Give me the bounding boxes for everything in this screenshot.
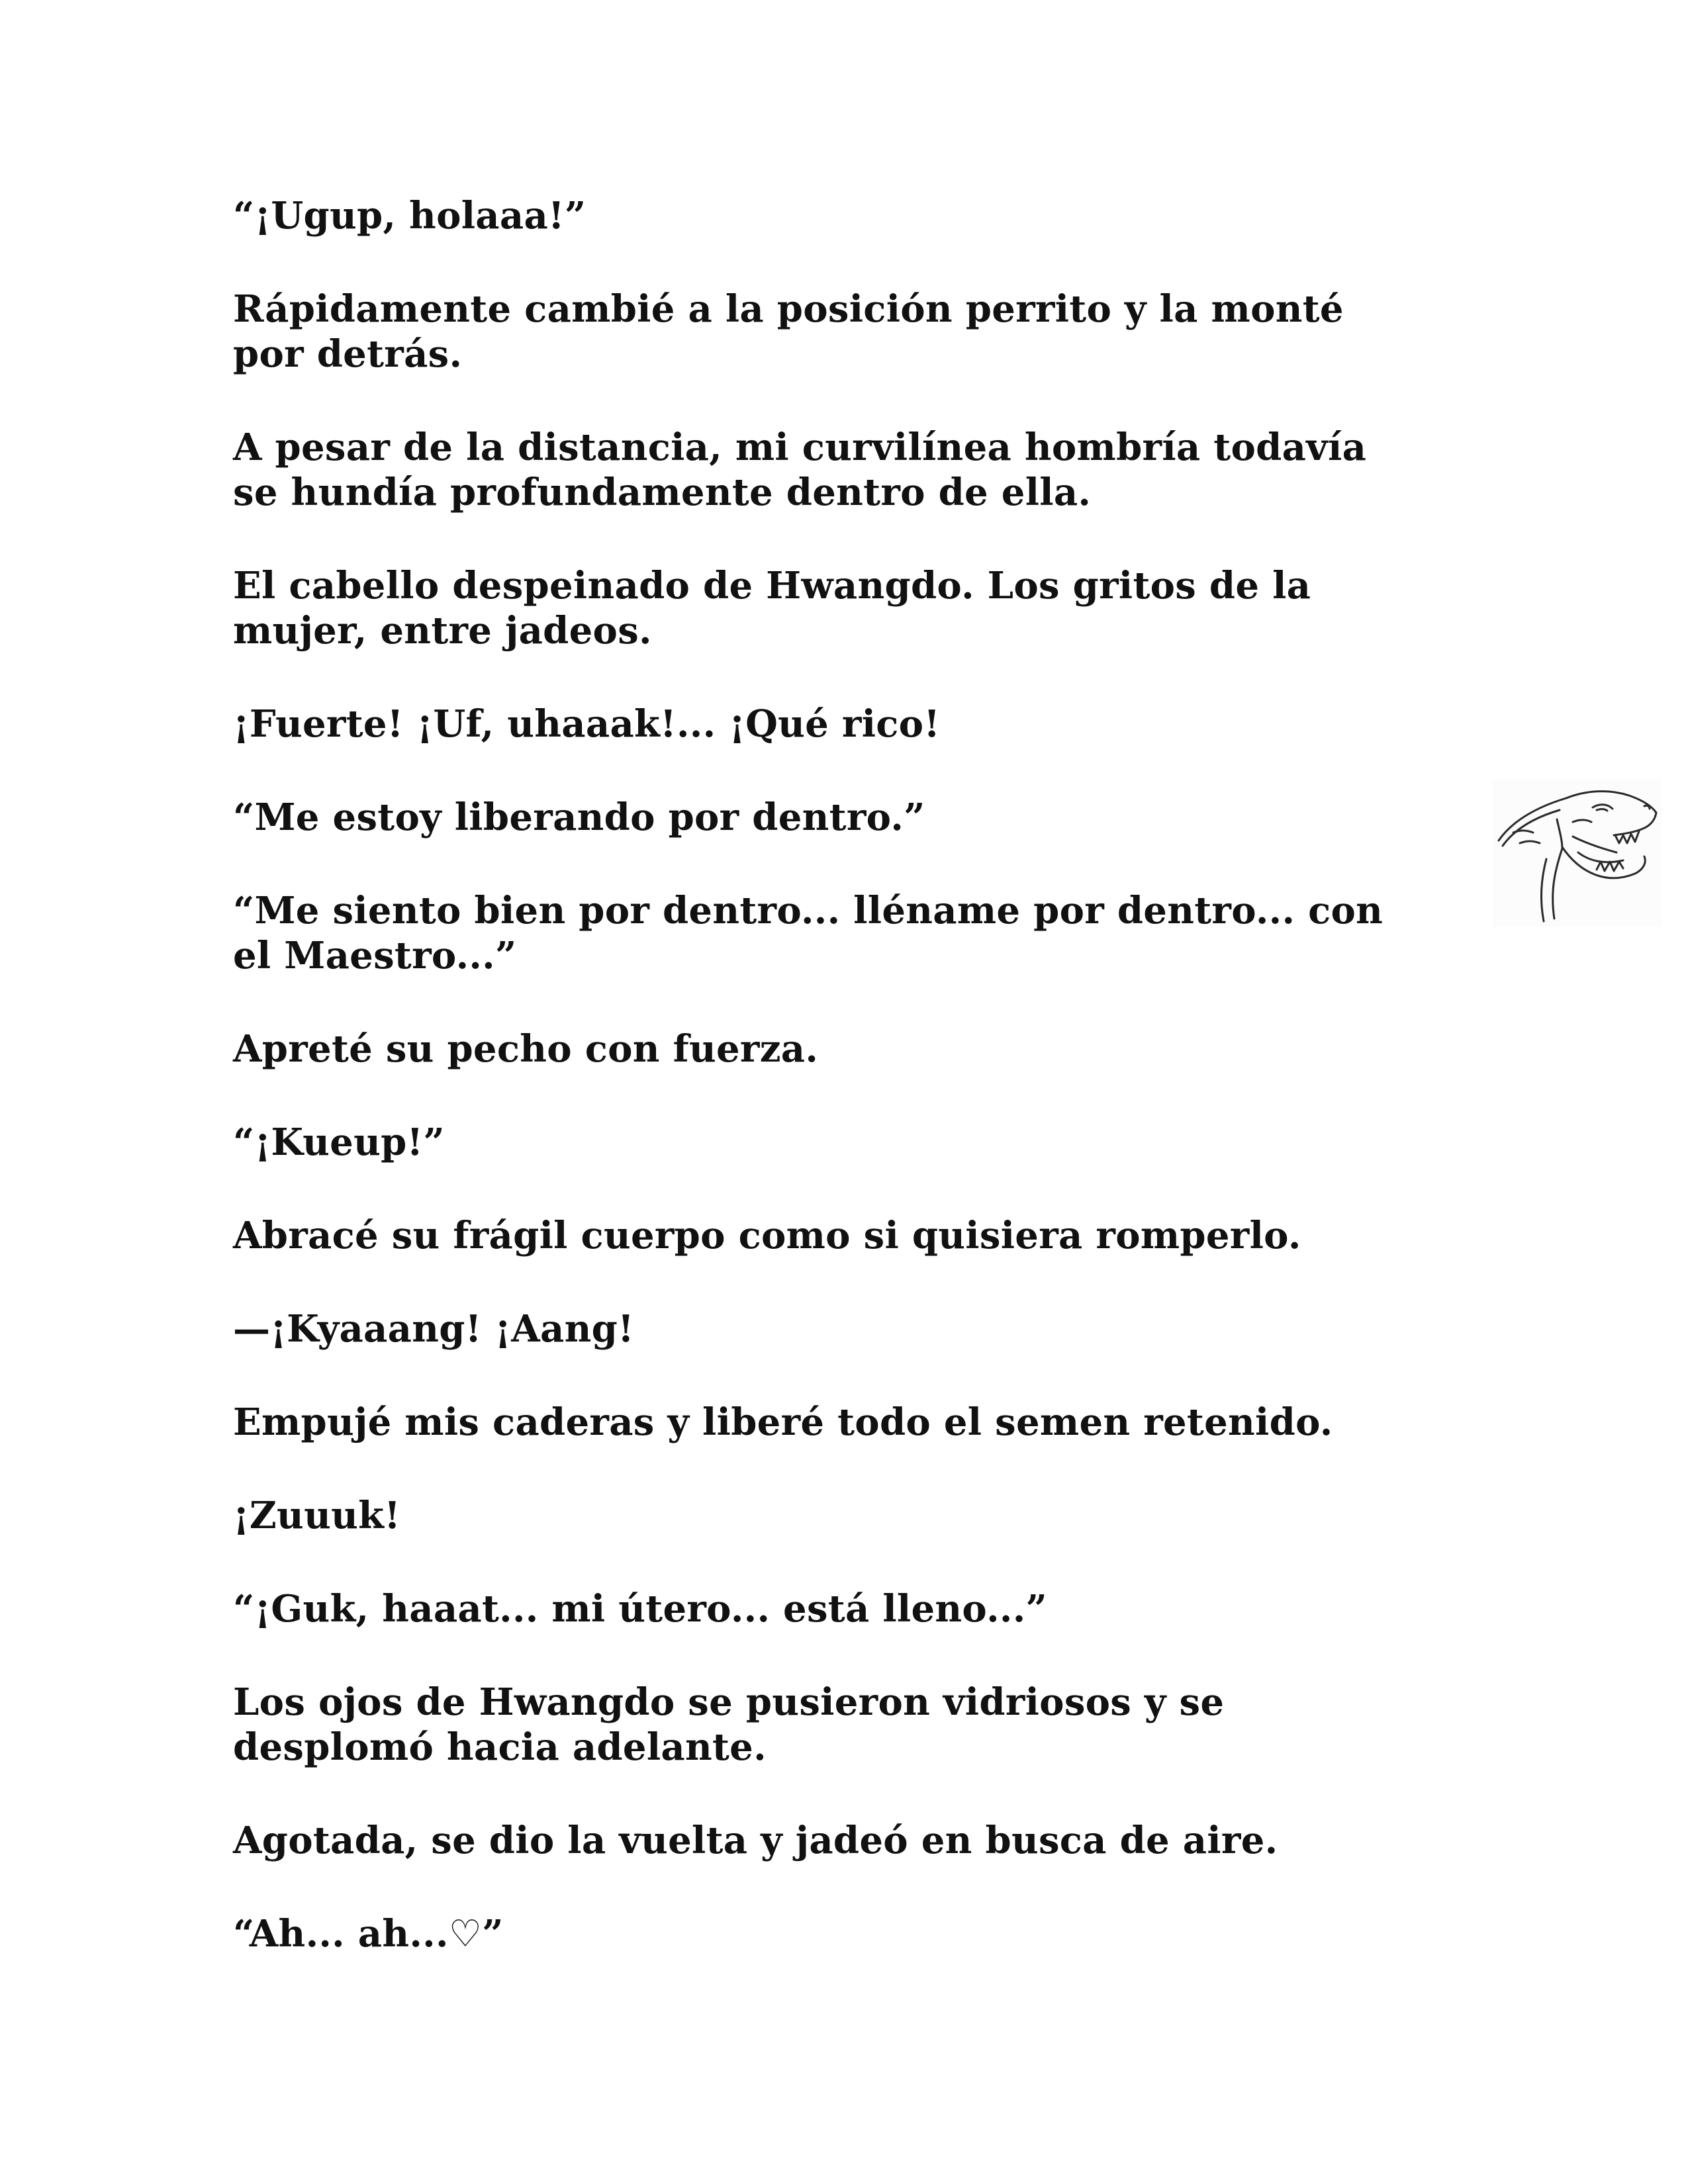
paragraph-1: “¡Ugup, holaaa!” <box>233 194 586 238</box>
paragraph-14: “¡Guk, haaat... mi útero... está lleno...” <box>233 1587 1047 1631</box>
story-text <box>233 193 1411 2005</box>
paragraph-4: El cabello despeinado de Hwangdo. Los gritos de la mujer, entre jadeos. <box>233 564 1311 653</box>
paragraph-9: “¡Kueup!” <box>233 1120 445 1164</box>
paragraph-2: Rápidamente cambié a la posición perrito y la monté por detrás. <box>233 287 1344 376</box>
paragraph-11: —¡Kyaaang! ¡Aang! <box>233 1307 634 1351</box>
paragraph-12: Empujé mis caderas y liberé todo el semen retenido. <box>233 1400 1333 1444</box>
dinosaur-head-icon <box>1493 780 1662 927</box>
paragraph-3: A pesar de la distancia, mi curvilínea hombría todavía se hundía profundamente dentro de ella. <box>233 426 1367 514</box>
paragraph-6: “Me estoy liberando por dentro.” <box>233 796 925 839</box>
paragraph-10: Abracé su frágil cuerpo como si quisiera romperlo. <box>233 1214 1301 1257</box>
paragraph-16: Agotada, se dio la vuelta y jadeó en busca de aire. <box>233 1819 1278 1862</box>
paragraph-17: “Ah... ah...♡” <box>233 1912 504 1956</box>
paragraph-8: Apreté su pecho con fuerza. <box>233 1027 819 1071</box>
paragraph-5: ¡Fuerte! ¡Uf, uhaaak!... ¡Qué rico! <box>233 702 941 746</box>
paragraph-7: “Me siento bien por dentro... lléname por dentro... con el Maestro...” <box>233 889 1383 978</box>
paragraph-13: ¡Zuuuk! <box>233 1494 401 1537</box>
paragraph-15: Los ojos de Hwangdo se pusieron vidriosos y se desplomó hacia adelante. <box>233 1680 1225 1769</box>
